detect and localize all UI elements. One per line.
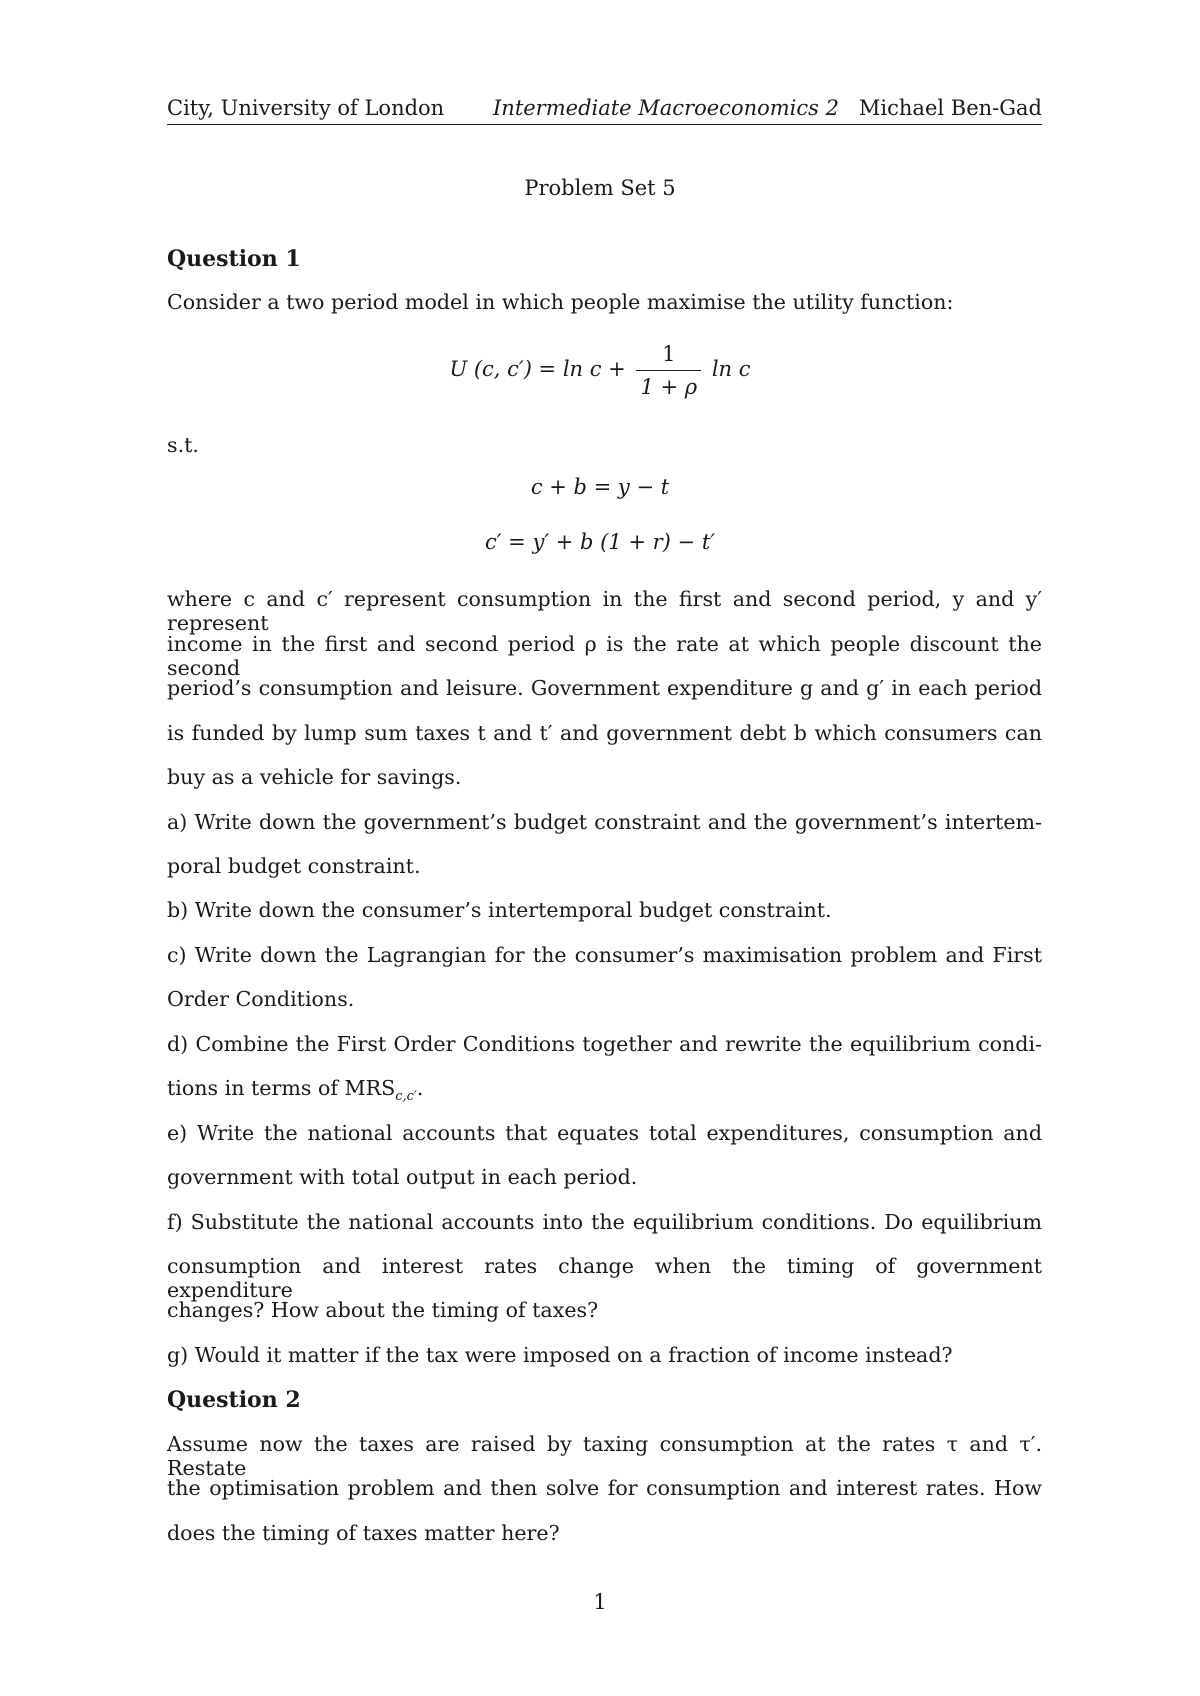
paragraph-line: where c and c′ represent consumption in the first and second period, y and y′ represent (167, 587, 1042, 635)
item-e-cont: government with total output in each period. (167, 1165, 638, 1189)
paragraph-line: period’s consumption and leisure. Government expenditure g and g′ in each period (167, 676, 1042, 700)
item-c: c) Write down the Lagrangian for the consumer’s maximisation problem and First (167, 943, 1042, 967)
running-header (167, 94, 1042, 125)
question-2-line: Assume now the taxes are raised by taxing consumption at the rates τ and τ′. Restate (167, 1432, 1042, 1480)
item-g: g) Would it matter if the tax were imposed on a fraction of income instead? (167, 1343, 953, 1367)
item-a: a) Write down the government’s budget constraint and the government’s intertem- (167, 810, 1042, 834)
utility-function-equation (0, 342, 1200, 399)
utility-tail: ln c (711, 357, 751, 381)
question-1-intro: Consider a two period model in which people maximise the utility function: (167, 290, 954, 314)
item-d-text: tions in terms of MRS (167, 1076, 396, 1100)
utility-lhs: U (c, c′) = ln c + (449, 357, 626, 381)
paragraph-line: income in the first and second period ρ is the rate at which people discount the second (167, 632, 1042, 680)
mrs-subscript: c,c′ (395, 1089, 417, 1105)
second-period-constraint: c′ = y′ + b (1 + r) − t′ (484, 530, 716, 554)
header-institution: City, University of London (167, 96, 445, 120)
item-a-cont: poral budget constraint. (167, 854, 421, 878)
page-number: 1 (593, 1590, 607, 1614)
fraction-denominator: 1 + ρ (640, 375, 698, 399)
item-e: e) Write the national accounts that equates total expenditures, consumption and (167, 1121, 1042, 1145)
question-2-line: the optimisation problem and then solve for consumption and interest rates. How (167, 1476, 1042, 1500)
item-b: b) Write down the consumer’s intertemporal budget constraint. (167, 898, 832, 922)
paragraph-line: is funded by lump sum taxes t and t′ and government debt b which consumers can (167, 721, 1042, 745)
item-f-cont2: changes? How about the timing of taxes? (167, 1298, 599, 1322)
item-c-cont: Order Conditions. (167, 987, 355, 1011)
fraction-numerator: 1 (636, 342, 701, 371)
question-1-heading: Question 1 (167, 246, 301, 272)
item-f: f) Substitute the national accounts into the equilibrium conditions. Do equilibrium (167, 1210, 1042, 1234)
discount-fraction (636, 342, 701, 399)
item-f-cont: consumption and interest rates change when the timing of government expenditure (167, 1254, 1042, 1302)
subject-to-label: s.t. (167, 433, 199, 457)
item-d-cont: tions in terms of $MRS_{c,c'}$. (167, 1076, 424, 1105)
problem-set-title: Problem Set 5 (524, 176, 676, 200)
question-2-line: does the timing of taxes matter here? (167, 1521, 560, 1545)
paragraph-line: buy as a vehicle for savings. (167, 765, 462, 789)
item-d: d) Combine the First Order Conditions together and rewrite the equilibrium condi- (167, 1032, 1042, 1056)
question-2-heading: Question 2 (167, 1387, 301, 1413)
first-period-constraint: c + b = y − t (530, 475, 670, 499)
header-author: Michael Ben-Gad (858, 96, 1042, 120)
header-course: Intermediate Macroeconomics 2 (493, 96, 839, 120)
